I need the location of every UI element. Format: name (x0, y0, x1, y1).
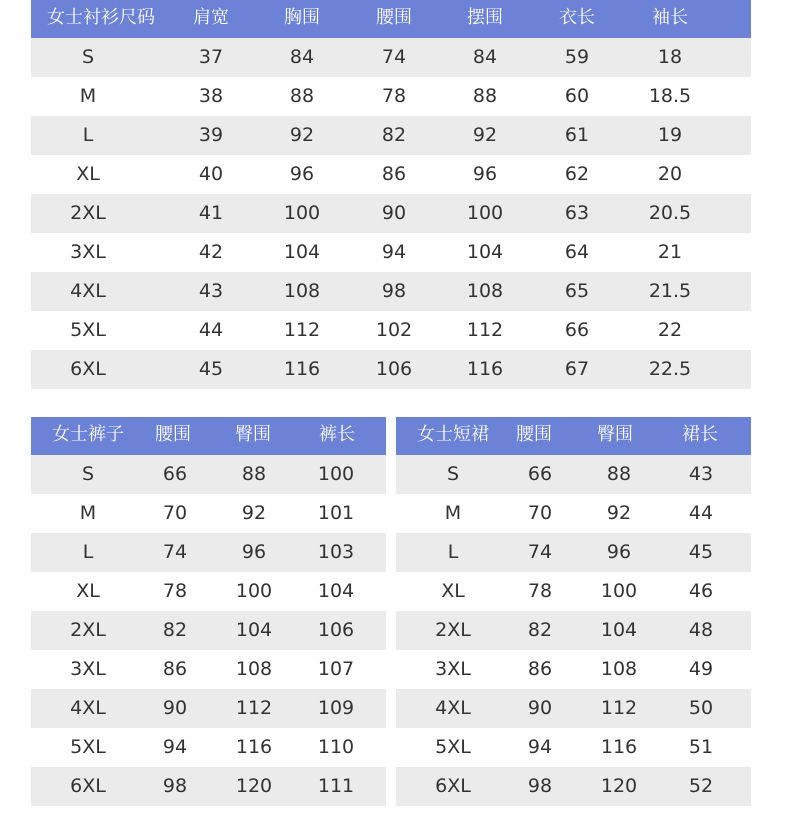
size-label: L (447, 541, 459, 563)
table-row (396, 611, 751, 650)
measurement-cell: 108 (600, 658, 638, 680)
measurement-cell: 103 (317, 541, 355, 563)
table-row (396, 494, 751, 533)
measurement-cell: 70 (527, 502, 553, 524)
measurement-cell: 49 (688, 658, 714, 680)
measurement-cell: 116 (283, 358, 321, 380)
size-label: S (81, 46, 95, 68)
measurement-cell: 84 (289, 46, 315, 68)
measurement-cell: 20 (657, 163, 683, 185)
measurement-cell: 116 (600, 736, 638, 758)
measurement-cell: 21.5 (648, 280, 692, 302)
measurement-cell: 90 (527, 697, 553, 719)
measurement-cell: 104 (466, 241, 504, 263)
measurement-cell: 98 (527, 775, 553, 797)
measurement-cell: 110 (317, 736, 355, 758)
measurement-cell: 92 (241, 502, 267, 524)
size-label: 6XL (70, 358, 106, 380)
measurement-cell: 111 (317, 775, 355, 797)
measurement-cell: 96 (289, 163, 315, 185)
skirt-column-header: 臀围 (597, 424, 633, 445)
measurement-cell: 20.5 (648, 202, 692, 224)
table-row (31, 494, 386, 533)
measurement-cell: 78 (527, 580, 553, 602)
table-row (31, 350, 751, 389)
table-row (31, 272, 751, 311)
size-label: L (82, 124, 94, 146)
table-row (31, 116, 751, 155)
measurement-cell: 104 (283, 241, 321, 263)
measurement-cell: 21 (657, 241, 683, 263)
table-row (396, 728, 751, 767)
measurement-cell: 108 (235, 658, 273, 680)
shirt-column-header: 衣长 (559, 7, 595, 28)
measurement-cell: 84 (472, 46, 498, 68)
measurement-cell: 112 (283, 319, 321, 341)
measurement-cell: 86 (527, 658, 553, 680)
measurement-cell: 78 (381, 85, 407, 107)
size-label: 2XL (70, 619, 106, 641)
shirt-header-row (31, 0, 751, 38)
measurement-cell: 38 (198, 85, 224, 107)
measurement-cell: 108 (283, 280, 321, 302)
pants-header-row (31, 417, 386, 455)
size-label: 5XL (70, 736, 106, 758)
measurement-cell: 92 (472, 124, 498, 146)
size-label: 4XL (70, 697, 106, 719)
measurement-cell: 86 (162, 658, 188, 680)
measurement-cell: 82 (527, 619, 553, 641)
size-label: S (81, 463, 95, 485)
size-label: 4XL (435, 697, 471, 719)
measurement-cell: 45 (198, 358, 224, 380)
measurement-cell: 100 (466, 202, 504, 224)
measurement-cell: 64 (564, 241, 590, 263)
size-label: 2XL (70, 202, 106, 224)
measurement-cell: 44 (198, 319, 224, 341)
measurement-cell: 100 (600, 580, 638, 602)
measurement-cell: 96 (472, 163, 498, 185)
measurement-cell: 100 (235, 580, 273, 602)
measurement-cell: 100 (283, 202, 321, 224)
measurement-cell: 37 (198, 46, 224, 68)
measurement-cell: 107 (317, 658, 355, 680)
measurement-cell: 98 (162, 775, 188, 797)
size-label: M (79, 85, 97, 107)
measurement-cell: 116 (235, 736, 273, 758)
measurement-cell: 60 (564, 85, 590, 107)
measurement-cell: 48 (688, 619, 714, 641)
size-label: 3XL (70, 658, 106, 680)
size-label: 3XL (70, 241, 106, 263)
size-label: 4XL (70, 280, 106, 302)
table-row (31, 767, 386, 806)
measurement-cell: 90 (162, 697, 188, 719)
table-row (396, 533, 751, 572)
table-row (396, 455, 751, 494)
shirt-column-header: 胸围 (284, 7, 320, 28)
measurement-cell: 44 (688, 502, 714, 524)
size-label: M (444, 502, 462, 524)
size-label: 6XL (70, 775, 106, 797)
table-row (31, 194, 751, 233)
table-row (31, 455, 386, 494)
measurement-cell: 106 (375, 358, 413, 380)
table-row (31, 533, 386, 572)
size-label: 3XL (435, 658, 471, 680)
size-label: 5XL (70, 319, 106, 341)
skirt-size-table (396, 417, 751, 806)
measurement-cell: 51 (688, 736, 714, 758)
size-label: XL (76, 163, 100, 185)
shirt-column-header: 摆围 (467, 7, 503, 28)
measurement-cell: 18.5 (648, 85, 692, 107)
skirt-header-row (396, 417, 751, 455)
size-label: S (446, 463, 460, 485)
measurement-cell: 86 (381, 163, 407, 185)
shirt-column-header: 袖长 (652, 7, 688, 28)
measurement-cell: 59 (564, 46, 590, 68)
table-row (396, 689, 751, 728)
measurement-cell: 39 (198, 124, 224, 146)
table-row (31, 650, 386, 689)
shirt-column-header: 肩宽 (193, 7, 229, 28)
measurement-cell: 43 (198, 280, 224, 302)
measurement-cell: 88 (472, 85, 498, 107)
measurement-cell: 50 (688, 697, 714, 719)
measurement-cell: 52 (688, 775, 714, 797)
measurement-cell: 101 (317, 502, 355, 524)
measurement-cell: 92 (289, 124, 315, 146)
measurement-cell: 88 (241, 463, 267, 485)
shirt-column-header: 腰围 (376, 7, 412, 28)
measurement-cell: 104 (317, 580, 355, 602)
measurement-cell: 90 (381, 202, 407, 224)
size-label: L (82, 541, 94, 563)
measurement-cell: 116 (466, 358, 504, 380)
measurement-cell: 104 (235, 619, 273, 641)
measurement-cell: 40 (198, 163, 224, 185)
measurement-cell: 98 (381, 280, 407, 302)
measurement-cell: 78 (162, 580, 188, 602)
measurement-cell: 42 (198, 241, 224, 263)
measurement-cell: 66 (564, 319, 590, 341)
measurement-cell: 61 (564, 124, 590, 146)
measurement-cell: 92 (606, 502, 632, 524)
measurement-cell: 22.5 (648, 358, 692, 380)
table-row (31, 611, 386, 650)
shirt-size-table (31, 0, 751, 389)
measurement-cell: 106 (317, 619, 355, 641)
measurement-cell: 45 (688, 541, 714, 563)
size-label: 2XL (435, 619, 471, 641)
measurement-cell: 66 (527, 463, 553, 485)
measurement-cell: 108 (466, 280, 504, 302)
size-label: 6XL (435, 775, 471, 797)
shirt-title: 女士衬衫尺码 (47, 7, 155, 28)
pants-size-table (31, 417, 386, 806)
measurement-cell: 46 (688, 580, 714, 602)
measurement-cell: 112 (235, 697, 273, 719)
measurement-cell: 120 (600, 775, 638, 797)
table-row (396, 767, 751, 806)
table-row (31, 728, 386, 767)
table-row (31, 155, 751, 194)
pants-column-header: 腰围 (155, 424, 191, 445)
pants-column-header: 臀围 (235, 424, 271, 445)
pants-title: 女士裤子 (52, 424, 124, 445)
measurement-cell: 94 (162, 736, 188, 758)
size-label: 5XL (435, 736, 471, 758)
table-row (31, 77, 751, 116)
measurement-cell: 96 (241, 541, 267, 563)
measurement-cell: 120 (235, 775, 273, 797)
table-row (31, 572, 386, 611)
measurement-cell: 112 (466, 319, 504, 341)
measurement-cell: 65 (564, 280, 590, 302)
measurement-cell: 62 (564, 163, 590, 185)
table-row (396, 572, 751, 611)
pants-column-header: 裤长 (319, 424, 355, 445)
measurement-cell: 88 (606, 463, 632, 485)
measurement-cell: 22 (657, 319, 683, 341)
measurement-cell: 82 (162, 619, 188, 641)
measurement-cell: 70 (162, 502, 188, 524)
measurement-cell: 74 (527, 541, 553, 563)
measurement-cell: 41 (198, 202, 224, 224)
table-row (396, 650, 751, 689)
size-label: M (79, 502, 97, 524)
skirt-title: 女士短裙 (417, 424, 489, 445)
measurement-cell: 104 (600, 619, 638, 641)
measurement-cell: 43 (688, 463, 714, 485)
measurement-cell: 94 (527, 736, 553, 758)
size-label: XL (76, 580, 100, 602)
measurement-cell: 63 (564, 202, 590, 224)
measurement-cell: 67 (564, 358, 590, 380)
table-row (31, 233, 751, 272)
measurement-cell: 88 (289, 85, 315, 107)
skirt-column-header: 腰围 (516, 424, 552, 445)
measurement-cell: 96 (606, 541, 632, 563)
measurement-cell: 112 (600, 697, 638, 719)
table-row (31, 689, 386, 728)
table-row (31, 38, 751, 77)
size-label: XL (441, 580, 465, 602)
measurement-cell: 109 (317, 697, 355, 719)
measurement-cell: 74 (381, 46, 407, 68)
skirt-column-header: 裙长 (682, 424, 718, 445)
measurement-cell: 19 (657, 124, 683, 146)
measurement-cell: 18 (657, 46, 683, 68)
table-row (31, 311, 751, 350)
measurement-cell: 82 (381, 124, 407, 146)
measurement-cell: 94 (381, 241, 407, 263)
measurement-cell: 102 (375, 319, 413, 341)
measurement-cell: 74 (162, 541, 188, 563)
measurement-cell: 100 (317, 463, 355, 485)
measurement-cell: 66 (162, 463, 188, 485)
